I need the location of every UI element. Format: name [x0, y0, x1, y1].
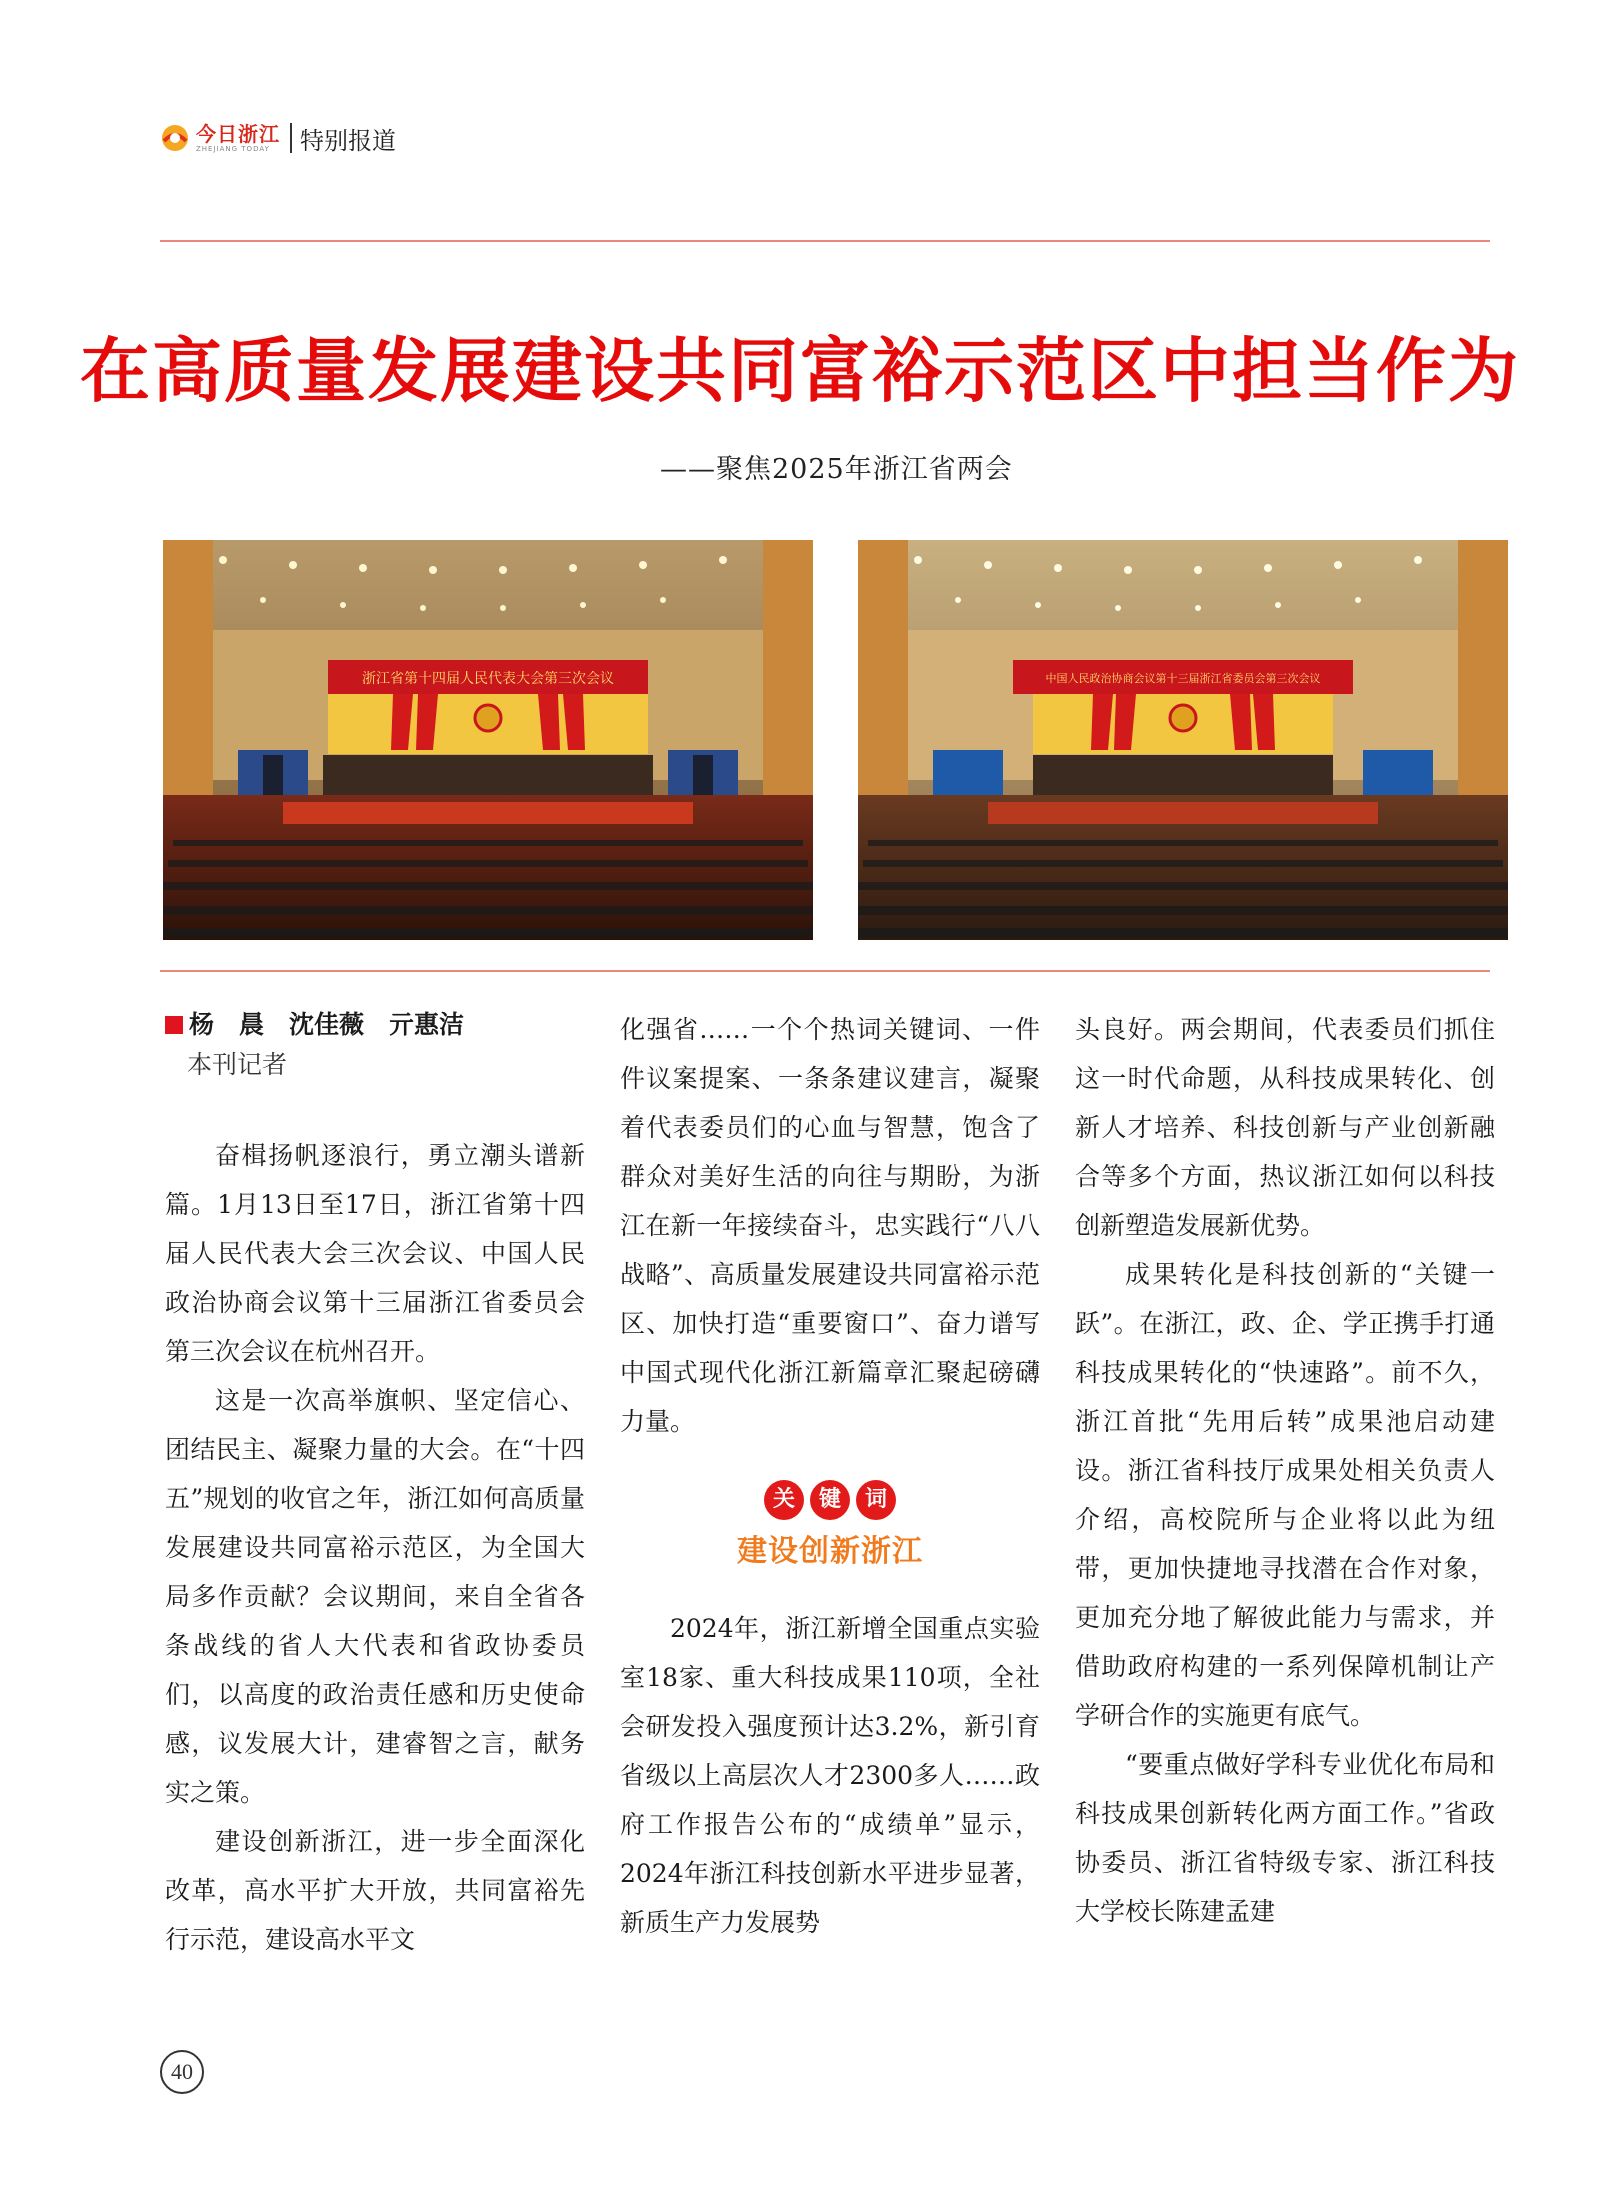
logo-cn: 今日浙江: [196, 121, 280, 146]
byline-role: 本刊记者: [187, 1050, 288, 1079]
article-subtitle: ——聚焦2025年浙江省两会: [660, 454, 1013, 485]
column-3: [1075, 1005, 1495, 1936]
keyword-char: 词: [856, 1480, 896, 1520]
paragraph: 成果转化是科技创新的“关键一跃”。在浙江，政、企、学正携手打通科技成果转化的“快速路”。前不久，浙江首批“先用后转”成果池启动建设。浙江省科技厅成果处相关负责人介绍，高校院所与企业将以此为纽带，更加快捷地寻找潜在合作对象，更加充分地了解彼此能力与需求，并借助政府构建的一系列保障机制让产学研合作的实施更有底气。: [1075, 1260, 1495, 1730]
top-divider: [160, 240, 1490, 242]
paragraph: 建设创新浙江，进一步全面深化改革，高水平扩大开放，共同富裕先行示范，建设高水平文: [165, 1827, 585, 1954]
keyword-char: 键: [810, 1480, 850, 1520]
byline-square-icon: [165, 1016, 183, 1034]
keyword-char: 关: [764, 1480, 804, 1520]
paragraph: “要重点做好学科专业优化布局和科技成果创新转化两方面工作。”省政协委员、浙江省特级专家、浙江科技大学校长陈建孟建: [1075, 1750, 1495, 1926]
logo-text: [196, 121, 280, 153]
logo-en: ZHEJIANG TODAY: [196, 144, 270, 153]
mid-divider: [160, 970, 1490, 972]
column-2: [620, 1005, 1040, 1947]
keyword-label: [620, 1480, 1040, 1520]
paragraph: 这是一次高举旗帜、坚定信心、团结民主、凝聚力量的大会。在“十四五”规划的收官之年，浙江如何高质量发展建设共同富裕示范区，为全国大局多作贡献？会议期间，来自全省各条战线的省人大代表和省政协委员们，以高度的政治责任感和历史使命感，议发展大计，建睿智之言，献务实之策。: [165, 1386, 585, 1807]
photo-cppcc-session: [858, 540, 1508, 940]
section-label: 特别报道: [300, 126, 396, 155]
keyword-box: [620, 1480, 1040, 1574]
byline-authors: 杨 晨 沈佳薇 亓惠洁: [189, 1010, 465, 1039]
paragraph: 头良好。两会期间，代表委员们抓住这一时代命题，从科技成果转化、创新人才培养、科技创新与产业创新融合等多个方面，热议浙江如何以科技创新塑造发展新优势。: [1075, 1015, 1495, 1240]
paragraph: 奋楫扬帆逐浪行，勇立潮头谱新篇。1月13日至17日，浙江省第十四届人民代表大会三次会议、中国人民政治协商会议第十三届浙江省委员会第三次会议在杭州召开。: [165, 1141, 585, 1366]
photo2-banner: 中国人民政治协商会议第十三届浙江省委员会第三次会议: [1045, 672, 1321, 685]
keyword-title: 建设创新浙江: [737, 1534, 923, 1569]
header-divider: [290, 123, 292, 153]
photo-npc-session: [163, 540, 813, 940]
article-title: 在高质量发展建设共同富裕示范区中担当作为: [80, 330, 1520, 412]
photo1-banner: 浙江省第十四届人民代表大会第三次会议: [362, 671, 614, 687]
column-1: [165, 1005, 585, 1964]
logo-icon: [160, 123, 190, 153]
byline: [165, 1005, 585, 1045]
paragraph: 化强省……一个个热词关键词、一件件议案提案、一条条建议建言，凝聚着代表委员们的心血与智慧，饱含了群众对美好生活的向往与期盼，为浙江在新一年接续奋斗，忠实践行“八八战略”、高质量发展建设共同富裕示范区、加快打造“重要窗口”、奋力谱写中国式现代化浙江新篇章汇聚起磅礴力量。: [620, 1015, 1040, 1436]
paragraph: 2024年，浙江新增全国重点实验室18家、重大科技成果110项，全社会研发投入强度预计达3.2%，新引育省级以上高层次人才2300多人……政府工作报告公布的“成绩单”显示，2024年浙江科技创新水平进步显著，新质生产力发展势: [620, 1614, 1040, 1937]
magazine-header: [160, 118, 396, 158]
page-number: 40: [160, 2050, 204, 2094]
